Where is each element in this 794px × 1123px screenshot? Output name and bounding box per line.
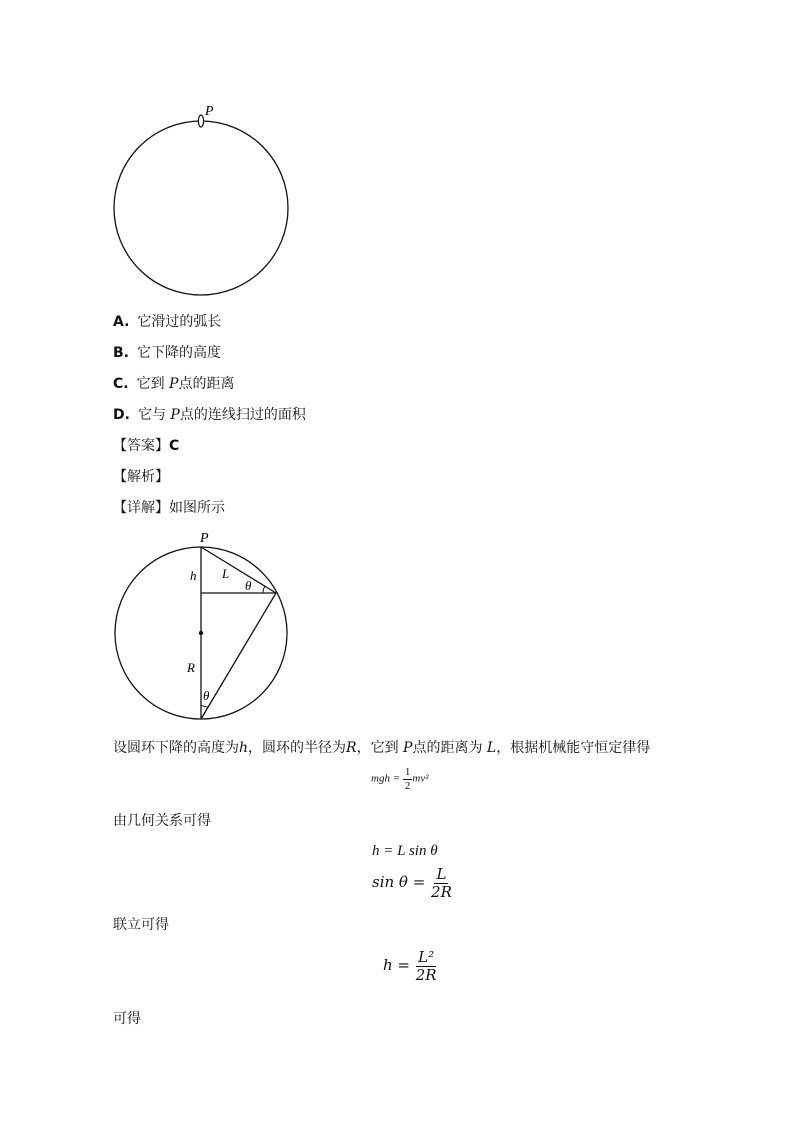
equation-h-result [383, 949, 439, 985]
eq4-num: L² [418, 948, 435, 966]
option-d-text-post: 点的连线扫过的面积 [179, 407, 306, 423]
center-dot [199, 631, 203, 635]
answer-label: 【答案】 [113, 438, 169, 454]
eq3-lhs: sin θ = [372, 873, 426, 892]
angle-arc-bottom [201, 705, 208, 707]
eq1-lhs: mgh = [371, 772, 401, 785]
eq4-den: 2R [415, 966, 437, 985]
setup-var-p: P [403, 740, 413, 756]
setup-text-4: 点的距离为 [412, 740, 483, 756]
equation-sin-theta [372, 866, 454, 902]
ring-bead [198, 115, 203, 127]
point-p-label: P [205, 104, 214, 119]
label-l: L [222, 566, 230, 581]
eq3-den: 2R [431, 883, 452, 902]
option-c-text-pre: 它到 [136, 376, 165, 392]
option-c [113, 373, 234, 393]
final-text: 可得 [113, 1011, 141, 1027]
figure-circle-ring [108, 100, 298, 300]
figure-geometry [108, 527, 298, 727]
geometry-relation-text: 由几何关系可得 [113, 813, 211, 829]
option-b-letter: B. [113, 345, 129, 361]
angle-arc-top [263, 586, 265, 593]
eq1-rhs: mv² [412, 772, 429, 785]
label-h: h [190, 568, 197, 583]
option-a-letter: A. [113, 314, 130, 330]
label-r: R [187, 660, 195, 675]
eq3-num: L [436, 865, 447, 883]
option-a [113, 311, 221, 331]
answer-line [113, 435, 179, 455]
detail-line [113, 497, 225, 517]
setup-var-l: L [486, 740, 497, 756]
option-d-text-pre: 它与 [137, 407, 166, 423]
option-d-var: P [170, 407, 180, 423]
setup-var-h: h [239, 740, 249, 756]
option-c-var: P [169, 376, 179, 392]
equation-energy [371, 766, 429, 792]
option-d-letter: D. [113, 407, 130, 423]
option-c-letter: C. [113, 376, 129, 392]
answer-value: C [169, 438, 180, 454]
eq1-den: 2 [404, 779, 411, 792]
eq1-fraction [403, 766, 413, 792]
setup-text-2: ，圆环的半径为 [248, 740, 347, 756]
setup-text-1: 设圆环下降的高度为 [113, 740, 239, 756]
option-b-text: 它下降的高度 [137, 345, 221, 361]
equation-h-lsin: h = L sin θ [372, 843, 438, 859]
option-d [113, 404, 306, 424]
eq1-num: 1 [404, 766, 411, 778]
setup-var-r: R [346, 740, 357, 756]
circle-track [114, 121, 288, 295]
label-theta-top: θ [245, 578, 252, 593]
eq4-lhs: h = [383, 956, 410, 975]
setup-text-3: ，它到 [356, 740, 399, 756]
label-p: P [200, 531, 209, 546]
label-theta-bottom: θ [203, 688, 210, 703]
option-b [113, 342, 221, 362]
option-c-text-post: 点的距离 [178, 376, 235, 392]
analysis-heading: 【解析】 [113, 469, 169, 485]
setup-sentence [113, 737, 650, 757]
option-a-text: 它滑过的弧长 [137, 314, 222, 330]
combine-text: 联立可得 [113, 917, 169, 933]
detail-text: 如图所示 [169, 500, 225, 516]
detail-label: 【详解】 [113, 500, 169, 516]
eq4-fraction [414, 949, 439, 985]
eq3-fraction [429, 866, 454, 902]
chord-lower [201, 593, 276, 719]
setup-text-5: ，根据机械能守恒定律得 [496, 740, 651, 756]
